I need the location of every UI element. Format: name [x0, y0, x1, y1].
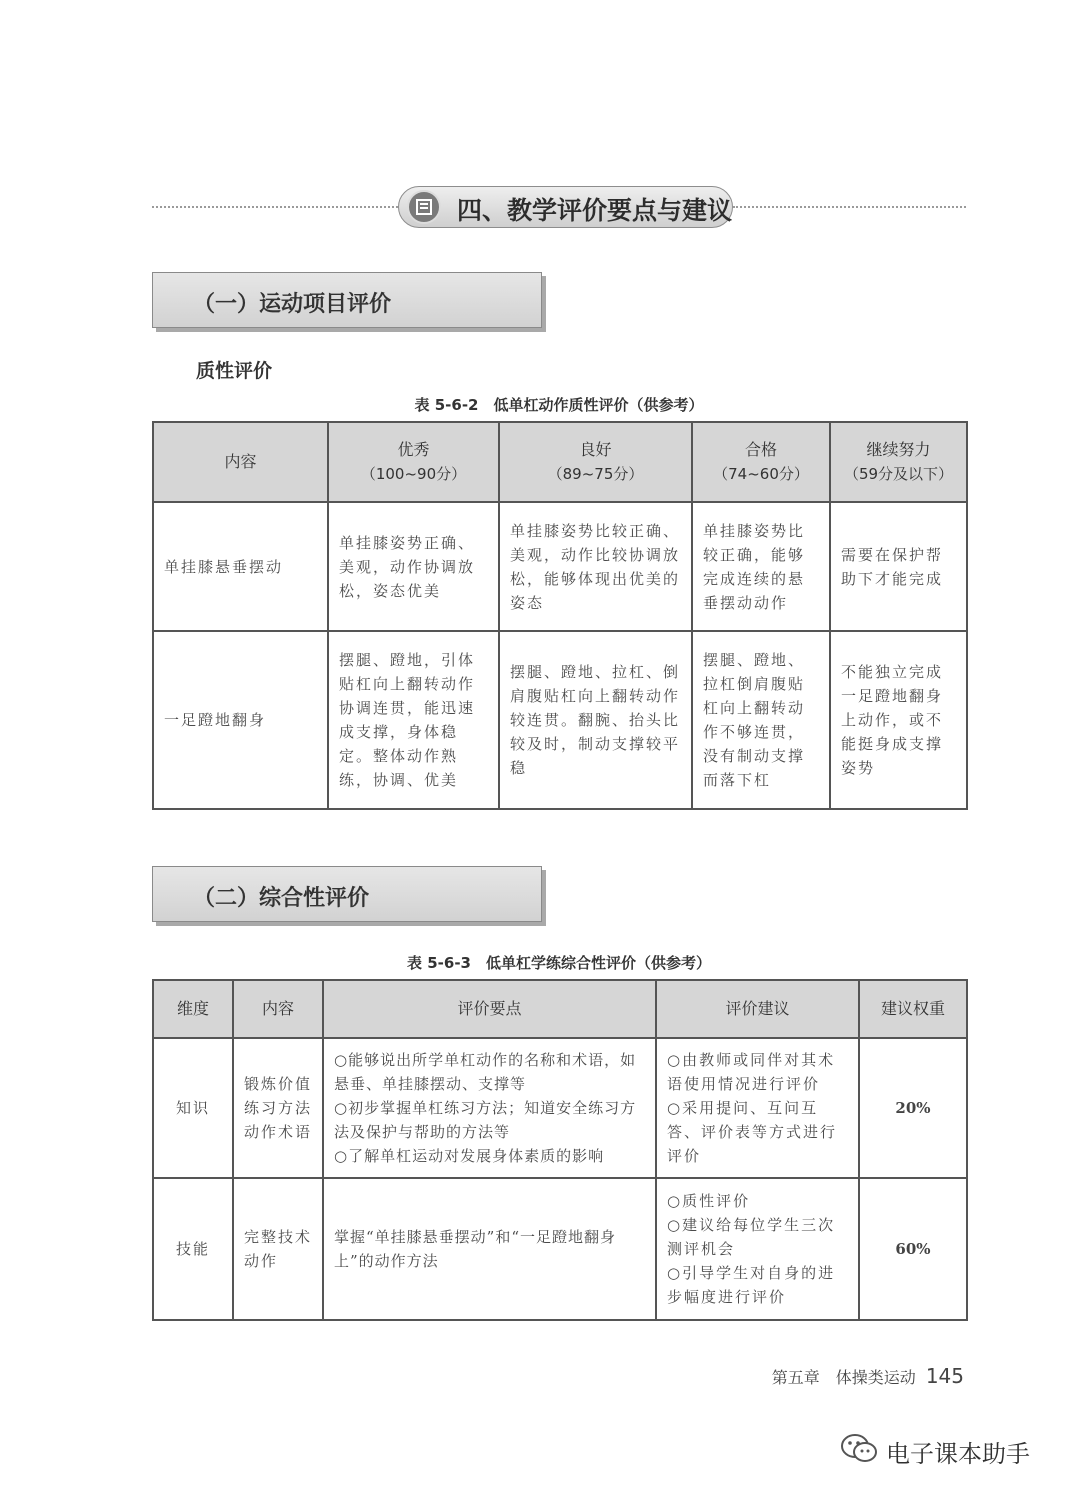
header-excellent: 优秀 （100~90分） [328, 422, 499, 502]
header-content: 内容 [153, 422, 328, 502]
row-excellent: 单挂膝姿势正确、美观，动作协调放松，姿态优美 [328, 502, 499, 631]
header-content: 内容 [233, 980, 323, 1038]
row-excellent: 摆腿、蹬地，引体贴杠向上翻转动作协调连贯，能迅速成支撑，身体稳定。整体动作熟练，协调、优美 [328, 631, 499, 809]
chapter-heading: 四、教学评价要点与建议 [457, 196, 733, 225]
row-pass: 单挂膝姿势比较正确，能够完成连续的悬垂摆动动作 [692, 502, 830, 631]
header-weight: 建议权重 [859, 980, 967, 1038]
row-weight: 60% [859, 1178, 967, 1320]
table-2-header-row [153, 980, 967, 1038]
row-advice: ○由教师或同伴对其术语使用情况进行评价 ○采用提问、互问互答、评价表等方式进行评价 [656, 1038, 859, 1178]
row-good: 摆腿、蹬地、拉杠、倒肩腹贴杠向上翻转动作较连贯。翻腕、抬头比较及时，制动支撑较平稳 [499, 631, 692, 809]
row-content: 一足蹬地翻身 [153, 631, 328, 809]
row-points: ○能够说出所学单杠动作的名称和术语，如悬垂、单挂膝摆动、支撑等 ○初步掌握单杠练习方法；知道安全练习方法及保护与帮助的方法等 ○了解单杠运动对发展身体素质的影响 [323, 1038, 656, 1178]
row-weight: 20% [859, 1038, 967, 1178]
header-improve: 继续努力 （59分及以下） [830, 422, 967, 502]
table-row [153, 1178, 967, 1320]
row-pass: 摆腿、蹬地、拉杠倒肩腹贴杠向上翻转动作不够连贯，没有制动支撑而落下杠 [692, 631, 830, 809]
footer-chapter: 第五章 体操类运动 [771, 1368, 916, 1387]
section-2-title: （二）综合性评价 [193, 886, 370, 911]
section-2-header [152, 866, 542, 922]
heading-rule-right [733, 206, 966, 208]
row-points: 掌握“单挂膝悬垂摆动”和“一足蹬地翻身上”的动作方法 [323, 1178, 656, 1320]
header-pass: 合格 （74~60分） [692, 422, 830, 502]
row-content: 完整技术动作 [233, 1178, 323, 1320]
table-2-caption: 表 5-6-3 低单杠学练综合性评价（供参考） [407, 954, 711, 972]
page-footer [772, 1364, 964, 1388]
row-improve: 需要在保护帮助下才能完成 [830, 502, 967, 631]
heading-rule-left [152, 206, 398, 208]
row-advice: ○质性评价 ○建议给每位学生三次测评机会 ○引导学生对自身的进步幅度进行评价 [656, 1178, 859, 1320]
qualitative-subheading: 质性评价 [196, 360, 273, 382]
table-1-header-row [153, 422, 967, 502]
chapter-icon [407, 190, 441, 224]
header-good: 良好 （89~75分） [499, 422, 692, 502]
table-row [153, 1038, 967, 1178]
watermark-label: 电子课本助手 [886, 1440, 1030, 1468]
page-number: 145 [925, 1364, 964, 1388]
row-content: 锻炼价值练习方法动作术语 [233, 1038, 323, 1178]
table-row [153, 502, 967, 631]
section-1-header [152, 272, 542, 328]
table-1-caption: 表 5-6-2 低单杠动作质性评价（供参考） [414, 396, 704, 414]
comprehensive-evaluation-table [152, 979, 968, 1321]
header-dimension: 维度 [153, 980, 233, 1038]
row-improve: 不能独立完成一足蹬地翻身上动作，或不能挺身成支撑姿势 [830, 631, 967, 809]
wechat-icon [840, 1432, 878, 1466]
row-dimension: 知识 [153, 1038, 233, 1178]
row-dimension: 技能 [153, 1178, 233, 1320]
chapter-heading-banner [398, 186, 733, 228]
section-1-title: （一）运动项目评价 [193, 292, 392, 317]
qualitative-evaluation-table [152, 421, 968, 810]
header-advice: 评价建议 [656, 980, 859, 1038]
header-points: 评价要点 [323, 980, 656, 1038]
row-content: 单挂膝悬垂摆动 [153, 502, 328, 631]
row-good: 单挂膝姿势比较正确、美观，动作比较协调放松，能够体现出优美的姿态 [499, 502, 692, 631]
table-row [153, 631, 967, 809]
